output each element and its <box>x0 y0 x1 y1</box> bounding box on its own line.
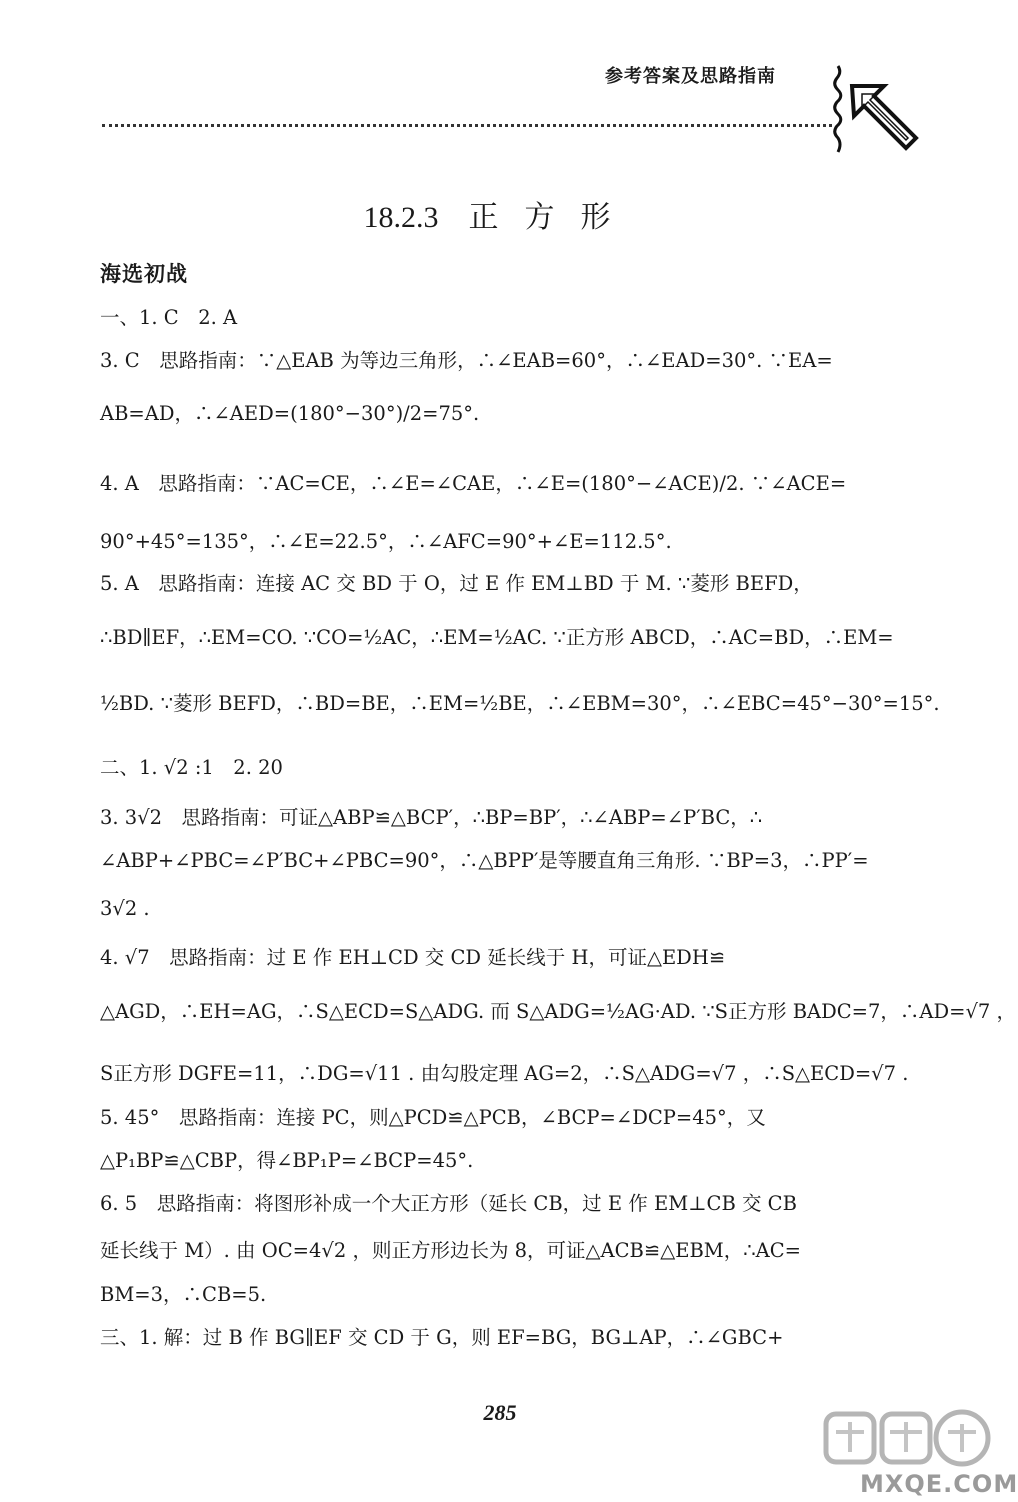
answer-line: 二、1. √2 :1 2. 20 <box>100 756 283 779</box>
header-dotted-rule <box>102 124 832 127</box>
running-header-title: 参考答案及思路指南 <box>605 66 776 87</box>
answer-line: △P₁BP≌△CBP，得∠BP₁P=∠BCP=45°. <box>100 1149 474 1172</box>
answer-line: 5. 45° 思路指南：连接 PC，则△PCD≌△PCB，∠BCP=∠DCP=45°，又 <box>100 1106 766 1129</box>
watermark-text: MXQE.COM <box>860 1470 1018 1498</box>
answer-line: 5. A 思路指南：连接 AC 交 BD 于 O，过 E 作 EM⊥BD 于 M. ∵菱形 BEFD， <box>100 572 813 595</box>
subhead: 海选初战 <box>100 262 188 286</box>
answer-line: ∴BD∥EF，∴EM=CO. ∵CO=½AC，∴EM=½AC. ∵正方形 ABCD，∴AC=BD，∴EM= <box>100 626 894 649</box>
answer-line: 3. C 思路指南：∵△EAB 为等边三角形，∴∠EAB=60°，∴∠EAD=30°. ∵EA= <box>100 349 833 372</box>
answer-line: 4. A 思路指南：∵AC=CE，∴∠E=∠CAE，∴∠E=(180°−∠ACE)/2. ∵∠ACE= <box>100 472 847 495</box>
answer-line: BM=3，∴CB=5. <box>100 1283 267 1306</box>
answer-line: 3. 3√2 思路指南：可证△ABP≌△BCP′，∴BP=BP′，∴∠ABP=∠P′BC，∴ <box>100 806 763 829</box>
section-title <box>0 192 1000 236</box>
answer-line: 一、1. C 2. A <box>100 306 238 329</box>
section-name: 正方形 <box>468 200 637 235</box>
answer-line: S正方形 DGFE=11，∴DG=√11 . 由勾股定理 AG=2，∴S△ADG=√7 ，∴S△ECD=√7 . <box>100 1062 909 1085</box>
answer-line: 90°+45°=135°，∴∠E=22.5°，∴∠AFC=90°+∠E=112.5°. <box>100 530 672 553</box>
answer-line: 4. √7 思路指南：过 E 作 EH⊥CD 交 CD 延长线于 H，可证△EDH≌ <box>100 946 726 969</box>
answer-line: 6. 5 思路指南：将图形补成一个大正方形（延长 CB，过 E 作 EM⊥CB 交 CB <box>100 1192 797 1215</box>
answer-line: ∠ABP+∠PBC=∠P′BC+∠PBC=90°，∴△BPP′是等腰直角三角形. ∵BP=3，∴PP′= <box>100 849 869 872</box>
answer-line: 三、1. 解：过 B 作 BG∥EF 交 CD 于 G，则 EF=BG，BG⊥AP，∴∠GBC+ <box>100 1326 784 1349</box>
answer-line: 3√2 . <box>100 897 150 920</box>
arrow-icon <box>832 64 922 154</box>
section-number: 18.2.3 <box>363 201 439 234</box>
answer-line: AB=AD，∴∠AED=(180°−30°)/2=75°. <box>100 402 480 425</box>
answer-line: 延长线于 M）. 由 OC=4√2 ，则正方形边长为 8，可证△ACB≌△EBM，∴AC= <box>100 1239 801 1262</box>
answer-line: ½BD. ∵菱形 BEFD，∴BD=BE，∴EM=½BE，∴∠EBM=30°，∴∠EBC=45°−30°=15°. <box>100 692 940 715</box>
page-number: 285 <box>483 1400 517 1425</box>
answer-line: △AGD，∴EH=AG，∴S△ECD=S△ADG. 而 S△ADG=½AG·AD. ∵S正方形 BADC=7，∴AD=√7 ， <box>100 1000 1016 1023</box>
